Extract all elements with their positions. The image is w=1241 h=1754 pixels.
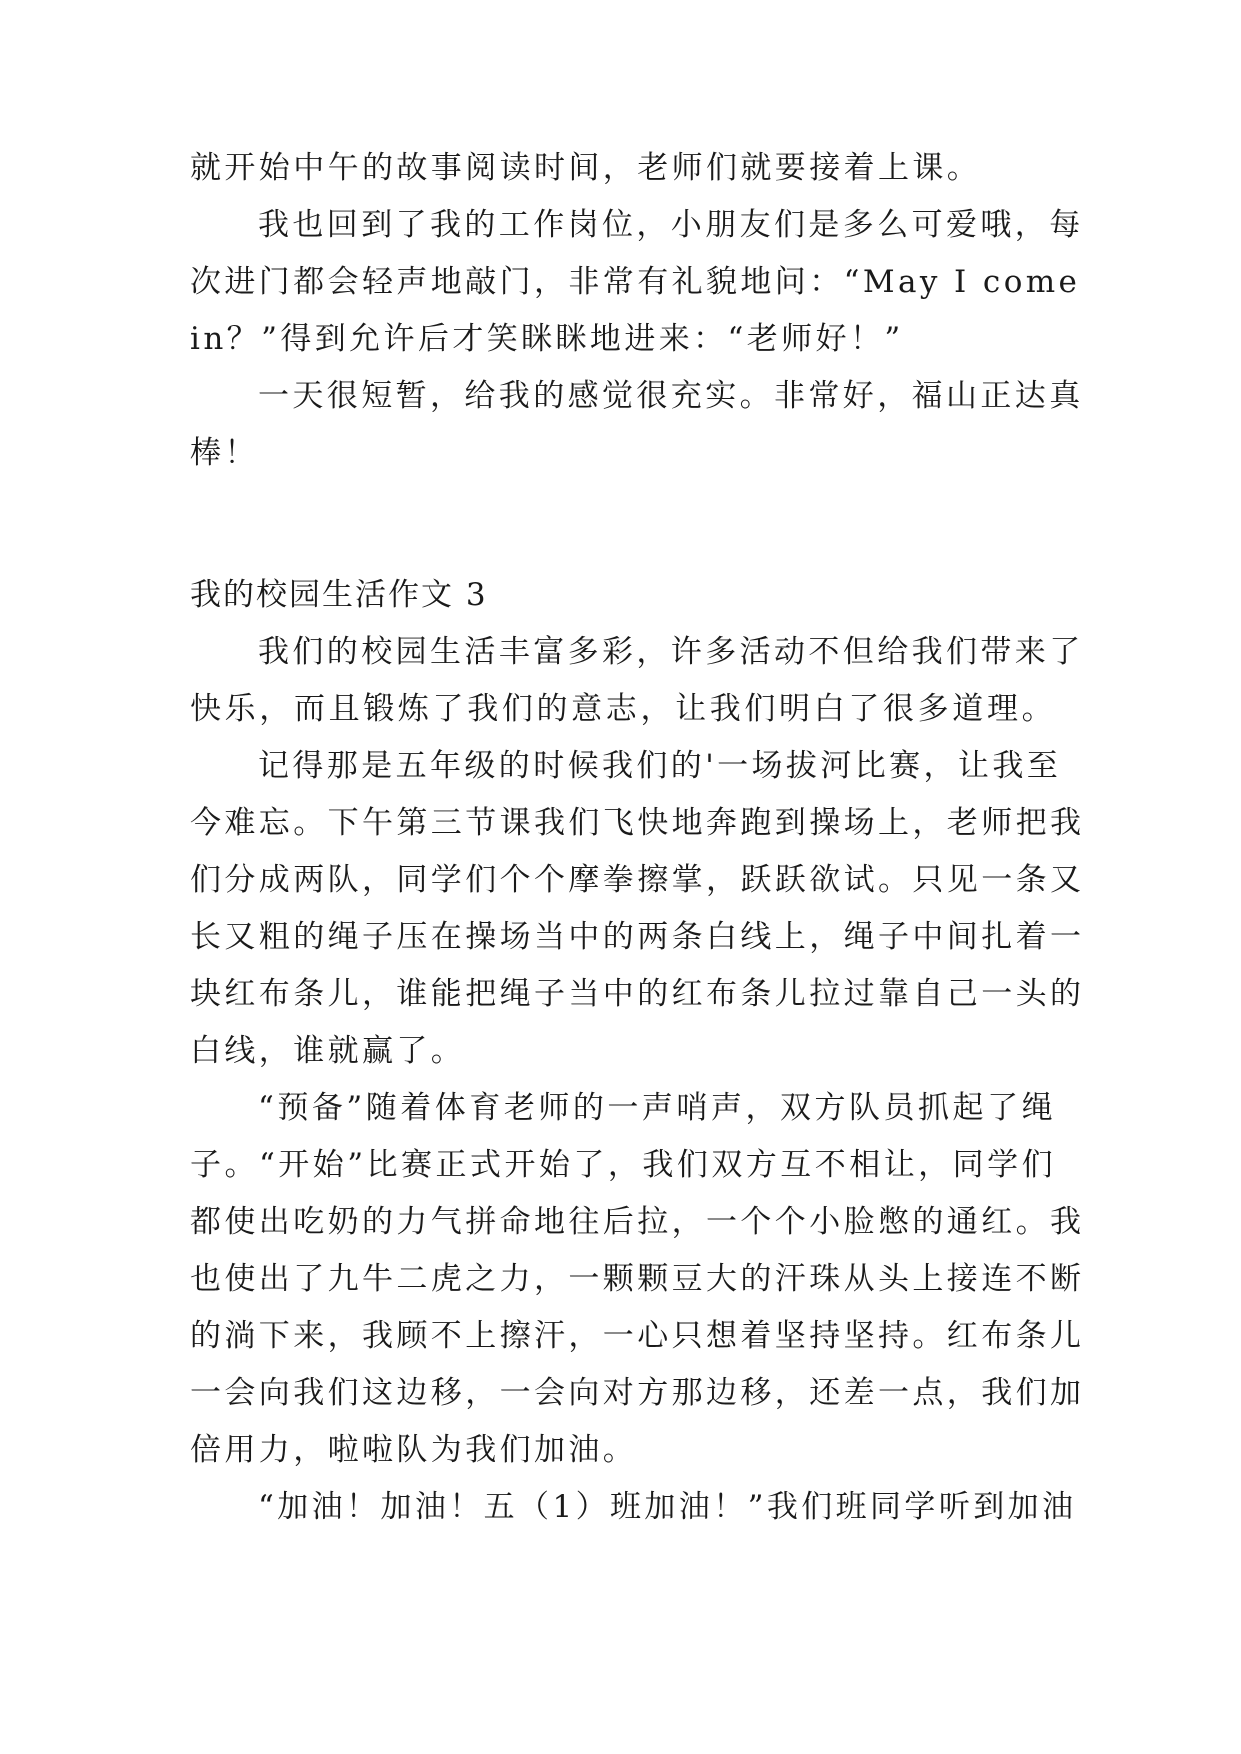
text-line: 一会向我们这边移，一会向对方那边移，还差一点，我们加: [190, 1375, 1085, 1411]
document-page: [190, 0, 1085, 1754]
text-line: 就开始中午的故事阅读时间，老师们就要接着上课。: [190, 150, 982, 186]
section-heading: 我的校园生活作文 3: [190, 577, 488, 613]
text-line: 快乐，而且锻炼了我们的意志，让我们明白了很多道理。: [190, 691, 1056, 727]
text-line: 倍用力，啦啦队为我们加油。: [190, 1432, 638, 1468]
text-line: 白线，谁就赢了。: [190, 1033, 466, 1069]
text-line: 块红布条儿，谁能把绳子当中的红布条儿拉过靠自己一头的: [190, 976, 1085, 1012]
text-line: 们分成两队，同学们个个摩拳擦掌，跃跃欲试。只见一条又: [190, 862, 1085, 898]
text-line: 长又粗的绳子压在操场当中的两条白线上，绳子中间扎着一: [190, 919, 1085, 955]
text-line: “预备”随着体育老师的一声哨声，双方队员抓起了绳: [258, 1090, 1056, 1126]
text-line: 次进门都会轻声地敲门，非常有礼貌地问：“May I come: [190, 264, 1081, 300]
text-line: 也使出了九牛二虎之力，一颗颗豆大的汗珠从头上接连不断: [190, 1261, 1085, 1297]
text-line: 记得那是五年级的时候我们的'一场拔河比赛，让我至: [258, 748, 1062, 784]
text-line: 都使出吃奶的力气拼命地往后拉，一个个小脸憋的通红。我: [190, 1204, 1085, 1240]
text-line: “加油！加油！五（1）班加油！”我们班同学听到加油: [258, 1489, 1077, 1525]
text-line: 一天很短暂，给我的感觉很充实。非常好，福山正达真: [258, 378, 1084, 414]
text-line: 我们的校园生活丰富多彩，许多活动不但给我们带来了: [258, 634, 1084, 670]
text-line: 子。“开始”比赛正式开始了，我们双方互不相让，同学们: [190, 1147, 1056, 1183]
text-line: 的淌下来，我顾不上擦汗，一心只想着坚持坚持。红布条儿: [190, 1318, 1085, 1354]
text-line: 我也回到了我的工作岗位，小朋友们是多么可爱哦，每: [258, 207, 1084, 243]
text-line: 今难忘。下午第三节课我们飞快地奔跑到操场上，老师把我: [190, 805, 1085, 841]
text-line: in？”得到允许后才笑眯眯地进来：“老师好！”: [190, 321, 904, 357]
text-line: 棒！: [190, 435, 259, 471]
